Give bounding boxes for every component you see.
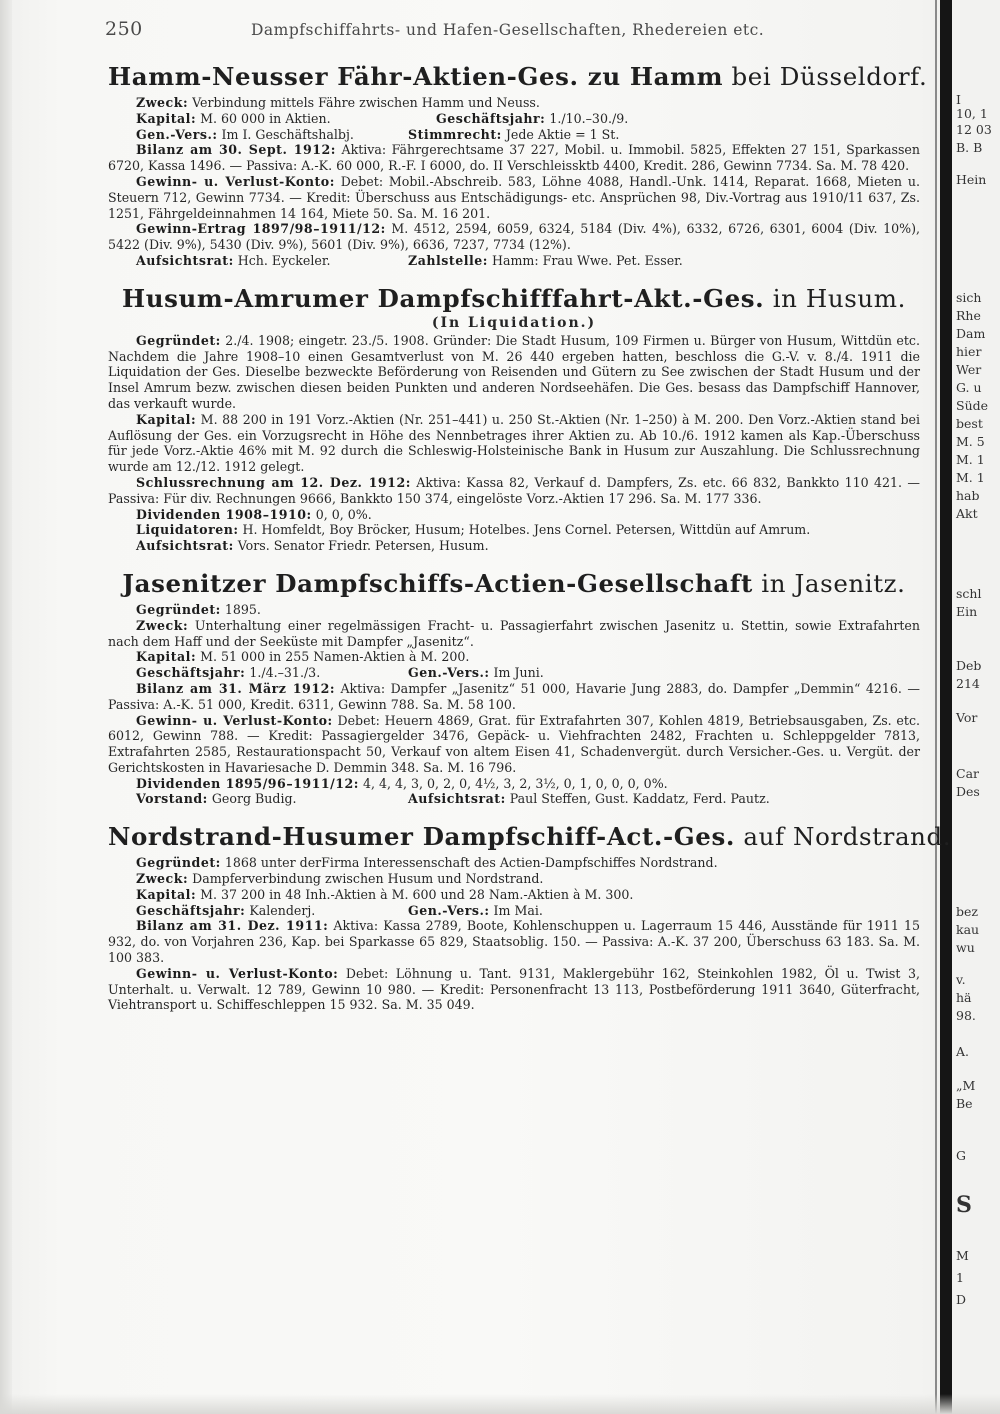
- field-label: Gen.-Vers.:: [136, 126, 218, 142]
- company-name: Nordstrand-Husumer Dampfschiff-Act.-Ges.: [108, 822, 735, 852]
- field-zweck: [108, 95, 920, 111]
- field-gegruendet: [108, 855, 920, 871]
- margin-fragment: best: [956, 416, 983, 431]
- margin-fragment: 10, 1: [956, 106, 988, 121]
- field-label: Zweck:: [136, 617, 189, 633]
- field-value: Dampferverbindung zwischen Husum und Nordstrand.: [192, 871, 544, 887]
- field-label: Bilanz am 31. März 1912:: [136, 680, 335, 696]
- field-value: Debet: Löhnung u. Tant. 9131, Maklergebühr 162, Steinkohlen 1982, Öl u. Twist 3, Unterhalt. u. Verwalt. 12 789, Gewinn 10 980. — Kredit: Personenfracht 13 113, Postbeförderung 1911 3640, Güterfracht, Viehtransport u. Schiffeschleppen 15 932. Sa. M. 35 049.: [108, 965, 920, 1013]
- company-name: Husum-Amrumer Dampfschifffahrt-Akt.-Ges.: [121, 283, 765, 313]
- field-value: Aktiva: Dampfer „Jasenitz“ 51 000, Havarie Jung 2883, do. Dampfer „Demmin“ 4216. — Passiva: A.-K. 51 000, Kredit. 6311, Gewinn 788. Sa. M. 58 100.: [108, 680, 920, 712]
- field-value: Jede Aktie = 1 St.: [505, 126, 620, 142]
- field-label: Gegründet:: [136, 601, 221, 617]
- field-label: Gen.-Vers.:: [408, 665, 490, 681]
- field-label: Bilanz am 31. Dez. 1911:: [136, 918, 329, 934]
- field-value: M. 51 000 in 255 Namen-Aktien à M. 200.: [200, 649, 470, 665]
- row-geschaeftsjahr-genvers: [108, 903, 920, 919]
- field-aufsichtsrat: [108, 538, 920, 554]
- field-label: Zweck:: [136, 871, 189, 887]
- margin-fragment: M. 1: [956, 470, 985, 485]
- margin-fragment: schl: [956, 586, 982, 601]
- field-kapital: [108, 412, 920, 475]
- page-number: 250: [105, 18, 143, 40]
- margin-fragment: Akt: [956, 506, 978, 521]
- field-value: Vors. Senator Friedr. Petersen, Husum.: [237, 538, 489, 554]
- field-value: Georg Budig.: [211, 791, 297, 807]
- field-label: Gewinn- u. Verlust-Konto:: [136, 965, 339, 981]
- margin-fragment: wu: [956, 940, 975, 955]
- company-entry-nordstrand: [108, 822, 952, 1013]
- liquidation-status: (In Liquidation.): [431, 314, 597, 331]
- field-value: Aktiva: Fährgerechtsame 37 227, Mobil. u. Immobil. 5825, Effekten 27 151, Sparkassen 6720, Kassa 1496. — Passiva: A.-K. 60 000, R.-F. I 6000, do. II Verschleissktb 4400, Kredit. 286, Gewinn 7734. Sa. M. 78 420.: [108, 142, 920, 174]
- margin-fragment: 98.: [956, 1008, 976, 1023]
- field-label: Geschäftsjahr:: [436, 110, 546, 126]
- company-title: [108, 822, 952, 852]
- margin-fragment: kau: [956, 922, 980, 937]
- margin-fragment: hab: [956, 488, 980, 503]
- margin-fragment: v.: [956, 972, 966, 987]
- field-label: Schlussrechnung am 12. Dez. 1912:: [136, 474, 411, 490]
- field-value: Verbindung mittels Fähre zwischen Hamm und Neuss.: [192, 95, 540, 110]
- field-guv: [108, 966, 920, 1013]
- company-entry-jasenitz: [108, 569, 920, 807]
- field-value: 2./4. 1908; eingetr. 23./5. 1908. Gründer: Die Stadt Husum, 109 Firmen u. Bürger von Husum, Wittdün etc. Nachdem die Jahre 1908–10 einen Gesamtverlust von M. 26 440 ergeben hatten, beschloss die G.-V. v. 8./4. 1911 die Liquidation der Ges. Dieselbe bezweckte Beförderung von Reisenden und Gütern zu See zwischen der Stadt Husum und der Insel Amrum bezw. zwischen diesen beiden Punkten und anderen Nordseehäfen. Die Ges. besass das Dampfschiff Hannover, das verkauft wurde.: [108, 332, 920, 411]
- field-value: Paul Steffen, Gust. Kaddatz, Ferd. Pautz.: [509, 791, 770, 807]
- running-title: Dampfschiffahrts- und Hafen-Gesellschaften, Rhedereien etc.: [251, 21, 765, 39]
- margin-fragment: bez: [956, 904, 978, 919]
- field-gegruendet: [108, 602, 920, 618]
- row-genvers-stimmrecht: [108, 127, 920, 143]
- field-label: Dividenden 1895/96–1911/12:: [136, 775, 359, 791]
- margin-fragment: Deb: [956, 658, 982, 673]
- margin-fragment: I: [956, 92, 961, 107]
- field-value: Im I. Geschäftshalbj.: [221, 126, 354, 142]
- field-label: Aufsichtsrat:: [136, 252, 234, 268]
- margin-fragment: Hein: [956, 172, 987, 187]
- page-bottom-shadow: [0, 1394, 1000, 1414]
- margin-fragment: D: [956, 1292, 967, 1307]
- field-zweck: [108, 618, 920, 650]
- field-dividenden: [108, 507, 920, 523]
- margin-fragment: S: [956, 1192, 972, 1218]
- field-schlussrechnung: [108, 475, 920, 507]
- company-entry-husum-amrum: [108, 284, 920, 554]
- field-label: Stimmrecht:: [408, 126, 502, 142]
- field-value: Aktiva: Kassa 2789, Boote, Kohlenschuppen u. Lagerraum 15 446, Ausstände für 1911 15 932, do. von Vorjahren 236, Kap. bei Sparkasse 65 829, Staatsoblig. 150. — Passiva: A.-K. 37 200, Überschuss 63 183. Sa. M. 100 383.: [108, 918, 920, 966]
- field-bilanz: [108, 681, 920, 713]
- margin-fragment: 12 03: [956, 122, 992, 137]
- margin-fragment: Süde: [956, 398, 989, 413]
- row-vorstand-aufsichtsrat: [108, 791, 920, 807]
- field-value: H. Homfeldt, Boy Bröcker, Husum; Hotelbes. Jens Cornel. Petersen, Wittdün auf Amrum.: [242, 522, 811, 538]
- field-label: Kapital:: [136, 110, 197, 126]
- margin-fragment: Dam: [956, 326, 986, 341]
- company-name: Jasenitzer Dampfschiffs-Actien-Gesellschaft: [122, 568, 753, 598]
- field-label: Zahlstelle:: [408, 252, 488, 268]
- field-label: Geschäftsjahr:: [136, 902, 246, 918]
- company-location: auf Nordstrand.: [735, 822, 952, 852]
- company-location: in Jasenitz.: [752, 568, 906, 598]
- margin-fragment: G. u: [956, 380, 982, 395]
- field-value: 1895.: [224, 601, 261, 617]
- field-value: 4, 4, 4, 3, 0, 2, 0, 4½, 3, 2, 3½, 0, 1, 0, 0, 0, 0%.: [362, 775, 668, 791]
- field-value: Aktiva: Kassa 82, Verkauf d. Dampfers, Zs. etc. 66 832, Bankkto 110 421. — Passiva: Für div. Rechnungen 9666, Bankkto 150 374, eingelöste Vorz.-Aktien 17 296. Sa. M. 177 336.: [108, 474, 920, 506]
- field-label: Gewinn-Ertrag 1897/98–1911/12:: [136, 221, 386, 237]
- margin-fragment: Be: [956, 1096, 973, 1111]
- margin-fragment: A.: [956, 1044, 970, 1059]
- margin-fragment: Des: [956, 784, 980, 799]
- field-label: Liquidatoren:: [136, 522, 239, 538]
- field-label: Gen.-Vers.:: [408, 902, 490, 918]
- margin-fragment: Ein: [956, 604, 978, 619]
- company-location: bei Düsseldorf.: [723, 62, 928, 91]
- field-label: Kapital:: [136, 886, 197, 902]
- margin-fragment: hä: [956, 990, 972, 1005]
- margin-fragment: Vor: [956, 710, 978, 725]
- page-header: [105, 18, 925, 40]
- field-value: Debet: Mobil.-Abschreib. 583, Löhne 4088, Handl.-Unk. 1414, Reparat. 1668, Mieten u. Steuern 712, Gewinn 7734. — Kredit: Überschuss aus Entschädigungs- etc. Ansprüchen 98, Div.-Vortrag aus 1910/11 637, Zs. 1251, Fährgeldeinnahmen 14 164, Miete 50. Sa. M. 16 201.: [108, 173, 920, 221]
- field-value: Debet: Heuern 4869, Grat. für Extrafahrten 307, Kohlen 4819, Betriebsausgaben, Zs. etc. 6012, Gewinn 788. — Kredit: Passagiergelder 3476, Gepäck- u. Viehfrachten 2482, Frachten u. Schleppgelder 7813, Extrafahrten 2585, Restaurationspacht 50, Verkauf von altem Eisen 41, Schadenvergüt. durch Versicher.-Ges. u. Vergüt. der Gerichtskosten in Havariesache D. Demmin 348. Sa. M. 16 796.: [108, 712, 920, 775]
- field-label: Gewinn- u. Verlust-Konto:: [136, 712, 333, 728]
- field-ertrag: [108, 221, 920, 253]
- field-label: Bilanz am 30. Sept. 1912:: [136, 142, 336, 158]
- field-label: Zweck:: [136, 95, 189, 110]
- field-value: M. 37 200 in 48 Inh.-Aktien à M. 600 und 28 Nam.-Aktien à M. 300.: [200, 886, 634, 902]
- row-geschaeftsjahr-genvers: [108, 665, 920, 681]
- field-value: 1868 unter derFirma Interessenschaft des Actien-Dampfschiffes Nordstrand.: [224, 855, 718, 871]
- margin-fragment: 1: [956, 1270, 964, 1285]
- field-bilanz: [108, 918, 920, 965]
- margin-fragment: M: [956, 1248, 969, 1263]
- field-value: Hamm: Frau Wwe. Pet. Esser.: [491, 252, 683, 268]
- field-value: Kalenderj.: [249, 902, 316, 918]
- field-value: Unterhaltung einer regelmässigen Fracht- u. Passagierfahrt zwischen Jasenitz u. Stettin, sowie Extrafahrten nach dem Haff und der Seeküste mit Dampfer „Jasenitz“.: [108, 617, 920, 649]
- page-content: [108, 62, 952, 1028]
- company-name: Hamm-Neusser Fähr-Aktien-Ges. zu Hamm: [108, 62, 724, 91]
- field-label: Vorstand:: [136, 791, 208, 807]
- row-aufsichtsrat-zahlstelle: [108, 253, 920, 269]
- company-title: [108, 284, 920, 314]
- field-dividenden: [108, 776, 920, 792]
- field-label: Aufsichtsrat:: [408, 791, 506, 807]
- field-value: Im Mai.: [493, 902, 543, 918]
- company-title: [108, 62, 928, 92]
- margin-fragment: M. 5: [956, 434, 985, 449]
- field-gegruendet: [108, 333, 920, 412]
- field-kapital: [108, 649, 920, 665]
- field-label: Geschäftsjahr:: [136, 665, 246, 681]
- company-title: [108, 569, 920, 599]
- page-edge-shadow: [0, 0, 12, 1414]
- company-location: in Husum.: [764, 283, 907, 313]
- company-entry-hamm: [108, 62, 928, 269]
- margin-fragment: 214: [956, 676, 980, 691]
- margin-fragment: G: [956, 1148, 966, 1163]
- margin-fragment: sich: [956, 290, 982, 305]
- field-liquidatoren: [108, 522, 920, 538]
- margin-fragment: „M: [956, 1078, 976, 1093]
- book-gutter: [940, 0, 952, 1414]
- field-value: M. 4512, 2594, 6059, 6324, 5184 (Div. 4%), 6332, 6726, 6301, 6004 (Div. 10%), 5422 (Div. 9%), 5430 (Div. 9%), 5601 (Div. 9%), 6636, 7237, 7734 (12%).: [108, 221, 920, 253]
- field-value: Im Juni.: [493, 665, 544, 681]
- margin-fragment: Car: [956, 766, 979, 781]
- field-label: Kapital:: [136, 411, 197, 427]
- field-label: Kapital:: [136, 649, 197, 665]
- field-guv: [108, 174, 920, 221]
- field-label: Aufsichtsrat:: [136, 538, 234, 554]
- field-value: M. 88 200 in 191 Vorz.-Aktien (Nr. 251–441) u. 250 St.-Aktien (Nr. 1–250) à M. 200. Den Vorz.-Aktien stand bei Auflösung der Ges. ein Vorzugsrecht in Höhe des Nennbetrages ihrer Aktien zu. Ab 10./6. 1912 kamen als Kap.-Überschuss für jede Vorz.-Aktie 46% mit M. 92 durch die Schleswig-Holsteinische Bank in Husum zur Auszahlung. Die Schlussrechnung wurde am 12./12. 1912 gelegt.: [108, 411, 920, 475]
- margin-fragment: B. B: [956, 140, 983, 155]
- margin-fragment: Rhe: [956, 308, 981, 323]
- field-guv: [108, 713, 920, 776]
- margin-fragment: M. 1: [956, 452, 985, 467]
- field-label: Gewinn- u. Verlust-Konto:: [136, 173, 335, 189]
- field-value: Hch. Eyckeler.: [237, 252, 331, 268]
- margin-fragment: Wer: [956, 362, 982, 377]
- field-label: Gegründet:: [136, 855, 221, 871]
- margin-fragment: hier: [956, 344, 982, 359]
- gutter-thin-line: [935, 0, 937, 1414]
- field-zweck: [108, 871, 920, 887]
- field-value: M. 60 000 in Aktien.: [200, 110, 331, 126]
- field-label: Dividenden 1908–1910:: [136, 506, 312, 522]
- field-kapital: [108, 887, 920, 903]
- field-bilanz: [108, 142, 920, 174]
- field-value: 1./10.–30./9.: [549, 110, 629, 126]
- row-kapital-geschaeftsjahr: [108, 111, 920, 127]
- field-value: 1./4.–31./3.: [249, 665, 321, 681]
- field-label: Gegründet:: [136, 332, 221, 348]
- field-value: 0, 0, 0%.: [315, 506, 372, 522]
